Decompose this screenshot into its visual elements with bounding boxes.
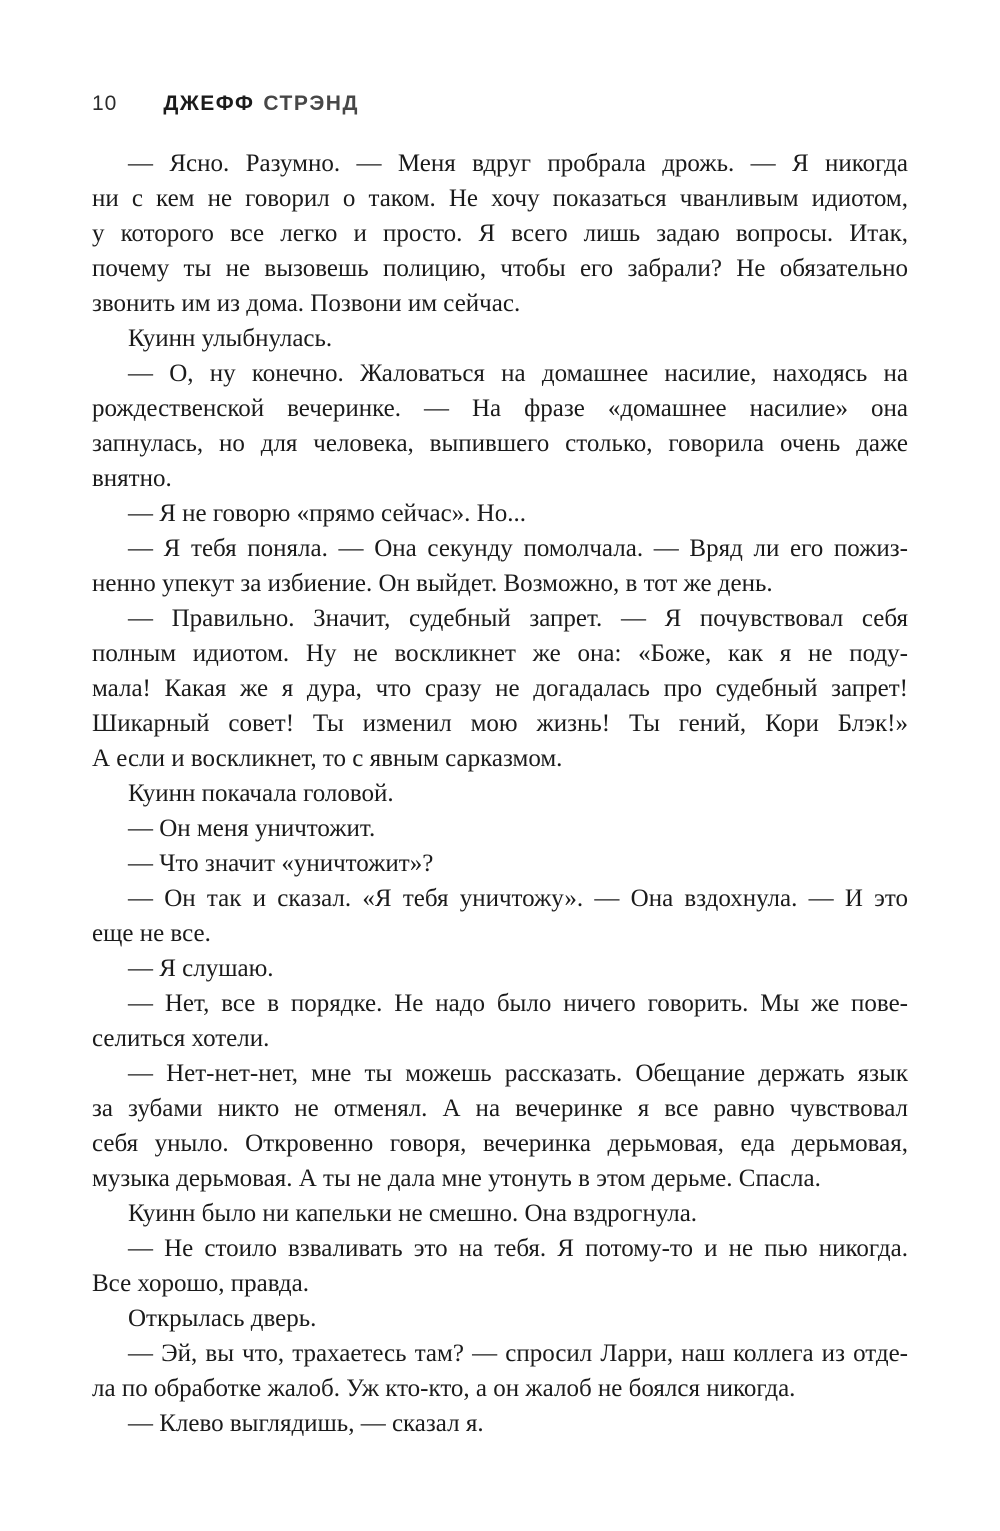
text-line: еще не все.: [92, 920, 211, 947]
author-first-name: ДЖЕФФ: [163, 92, 255, 115]
paragraph: [92, 776, 908, 811]
paragraph: [92, 146, 908, 321]
text-line: рождественской вечеринке. — На фразе «домашнее насилие» она: [92, 395, 908, 422]
text-line: запнулась, но для человека, выпившего столько, говорила очень даже: [92, 430, 908, 457]
text-line: полным идиотом. Ну не воскликнет же она: «Боже, как я не поду-: [92, 640, 908, 667]
text-line: — Не стоило взваливать это на тебя. Я потому-то и не пью никогда.: [128, 1235, 908, 1262]
text-line: — Я тебя поняла. — Она секунду помолчала. — Вряд ли его пожиз-: [128, 535, 908, 562]
text-line: — Ясно. Разумно. — Меня вдруг пробрала дрожь. — Я никогда: [128, 150, 908, 177]
running-header: [92, 90, 908, 118]
text-line: — Я слушаю.: [128, 955, 274, 982]
text-line: А если и воскликнет, то с явным сарказмом.: [92, 745, 563, 772]
text-line: за зубами никто не отменял. А на вечеринке я все равно чувствовал: [92, 1095, 908, 1122]
paragraph: [92, 496, 908, 531]
text-line: Куинн было ни капельки не смешно. Она вздрогнула.: [128, 1200, 698, 1227]
text-line: Куинн покачала головой.: [128, 780, 394, 807]
paragraph: [92, 531, 908, 601]
paragraph: [92, 1196, 908, 1231]
paragraph: [92, 321, 908, 356]
text-line: Куинн улыбнулась.: [128, 325, 333, 352]
text-line: ненно упекут за избиение. Он выйдет. Возможно, в тот же день.: [92, 570, 773, 597]
text-line: внятно.: [92, 465, 172, 492]
text-line: себя уныло. Откровенно говоря, вечеринка дерьмовая, еда дерьмовая,: [92, 1130, 908, 1157]
text-line: ни с кем не говорил о таком. Не хочу показаться чванливым идиотом,: [92, 185, 908, 212]
paragraph: [92, 951, 908, 986]
text-line: — Нет-нет-нет, мне ты можешь рассказать. Обещание держать язык: [128, 1060, 908, 1087]
paragraph: [92, 881, 908, 951]
text-line: музыка дерьмовая. А ты не дала мне утонуть в этом дерьме. Спасла.: [92, 1165, 821, 1192]
text-line: — Правильно. Значит, судебный запрет. — Я почувствовал себя: [128, 605, 908, 632]
text-line: — О, ну конечно. Жаловаться на домашнее насилие, находясь на: [128, 360, 908, 387]
paragraph: [92, 1231, 908, 1301]
text-line: — Клево выглядишь, — сказал я.: [128, 1410, 484, 1437]
text-line: почему ты не вызовешь полицию, чтобы его забрали? Не обязательно: [92, 255, 908, 282]
text-line: — Что значит «уничтожит»?: [128, 850, 434, 877]
text-line: — Он так и сказал. «Я тебя уничтожу». — Она вздохнула. — И это: [128, 885, 908, 912]
paragraph: [92, 356, 908, 496]
running-author: [163, 90, 359, 118]
text-line: Открылась дверь.: [128, 1305, 317, 1332]
paragraph: [92, 1056, 908, 1196]
page-text: [92, 146, 908, 1441]
text-line: мала! Какая же я дура, что сразу не догадалась про судебный запрет!: [92, 675, 908, 702]
paragraph: [92, 1301, 908, 1336]
text-line: Все хорошо, правда.: [92, 1270, 309, 1297]
paragraph: [92, 601, 908, 776]
text-line: ла по обработке жалоб. Уж кто-кто, а он жалоб не боялся никогда.: [92, 1375, 796, 1402]
text-line: — Я не говорю «прямо сейчас». Но...: [128, 500, 526, 527]
text-line: — Нет, все в порядке. Не надо было ничего говорить. Мы же пове-: [128, 990, 908, 1017]
paragraph: [92, 846, 908, 881]
text-line: у которого все легко и просто. Я всего лишь задаю вопросы. Итак,: [92, 220, 908, 247]
text-line: — Он меня уничтожит.: [128, 815, 376, 842]
paragraph: [92, 1336, 908, 1406]
paragraph: [92, 986, 908, 1056]
page-number: 10: [92, 92, 118, 115]
text-line: селиться хотели.: [92, 1025, 270, 1052]
text-line: — Эй, вы что, трахаетесь там? — спросил Ларри, наш коллега из отде-: [128, 1340, 908, 1367]
text-line: Шикарный совет! Ты изменил мою жизнь! Ты гений, Кори Блэк!»: [92, 710, 908, 737]
paragraph: [92, 1406, 908, 1441]
author-last-name: СТРЭНД: [263, 92, 359, 115]
paragraph: [92, 811, 908, 846]
text-line: звонить им из дома. Позвони им сейчас.: [92, 290, 521, 317]
